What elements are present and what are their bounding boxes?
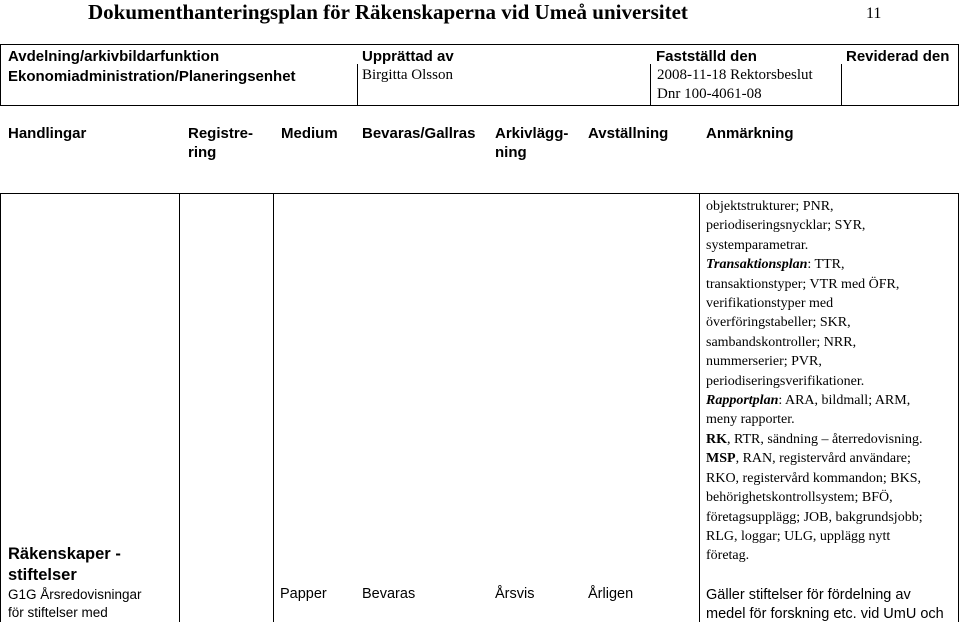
colhead-arkivlaggning: Arkivlägg-ning [495,125,569,161]
note-line: nummerserier; PVR, [706,354,822,370]
row-avstallning: Årligen [588,586,634,602]
title-suffix: för Räkenskaperna vid Umeå universitet [323,0,688,24]
colhead-bevaras-gallras: Bevaras/Gallras [362,125,476,142]
colhead-anmarkning: Anmärkning [706,125,794,142]
meta-bottom-border [0,105,959,106]
row-medium: Papper [280,586,327,602]
section-heading-line2: stiftelser [8,566,77,584]
body-divider-anmarkning [699,193,700,622]
body-divider-handlingar [179,193,180,622]
body-top-border [0,193,959,194]
note-line: transaktionstyper; VTR med ÖFR, [706,276,900,292]
colhead-registrering: Registre-ring [188,125,254,161]
label-prepared-by: Upprättad av [362,48,454,65]
continued-note [706,197,958,566]
note-line: RLG, loggar; ULG, upplägg nytt [706,528,891,544]
meta-divider-3 [841,64,842,105]
meta-left-border [0,44,1,105]
note-line: Rapportplan: ARA, bildmall; ARM, [706,393,911,409]
body-left-border [0,193,1,622]
row-note-line2: medel för forskning etc. vid UmU och [706,606,944,622]
rapportplan-label: Rapportplan [706,393,779,409]
note-line: RK, RTR, sändning – återredovisning. [706,431,923,447]
colhead-avstallning: Avställning [588,125,669,142]
meta-divider-1 [357,64,358,105]
note-line: periodiseringsnycklar; SYR, [706,218,866,234]
meta-divider-2 [650,64,651,105]
row-note [706,586,944,624]
note-line: periodiseringsverifikationer. [706,373,865,389]
rk-label: RK [706,431,727,447]
note-line: behörighetskontrollsystem; BFÖ, [706,490,893,506]
label-revised: Reviderad den [846,48,950,65]
meta-top-border [0,44,959,45]
row-arkivlaggning: Årsvis [495,586,535,602]
note-line: meny rapporter. [706,412,795,428]
note-line: systemparametrar. [706,237,809,253]
value-established-line2: Dnr 100-4061-08 [657,86,762,102]
section-heading-line1: Räkenskaper - [8,545,121,563]
row-handling [8,586,142,622]
value-established-line1: 2008-11-18 Rektorsbeslut [657,67,813,83]
transaktionsplan-label: Transaktionsplan [706,257,808,273]
note-line: RKO, registervård kommandon; BKS, [706,470,922,486]
row-handling-line2: för stiftelser med [8,605,108,620]
row-note-line1: Gäller stiftelser för fördelning av [706,587,911,603]
row-bevaras: Bevaras [362,586,416,602]
note-line: MSP, RAN, registervård användare; [706,451,911,467]
note-line: objektstrukturer; PNR, [706,199,834,214]
title-prefix: Dokumenthanteringsplan [88,0,318,24]
section-heading [8,544,121,586]
page-number: 11 [866,5,882,22]
colhead-handlingar: Handlingar [8,125,87,142]
value-department: Ekonomiadministration/Planeringsenhet [8,68,296,85]
document-title [88,0,688,25]
label-established: Fastställd den [656,48,757,65]
msp-label: MSP [706,451,736,467]
note-line: företagsupplägg; JOB, bakgrundsjobb; [706,509,923,525]
row-handling-line1: G1G Årsredovisningar [8,587,142,602]
note-line: överföringstabeller; SKR, [706,315,851,331]
note-line: sambandskontroller; NRR, [706,334,857,350]
colhead-medium: Medium [281,125,338,142]
note-line: företag. [706,548,750,564]
body-divider-registrering [273,193,274,622]
note-line: Transaktionsplan: TTR, [706,257,845,273]
value-prepared-by: Birgitta Olsson [362,67,453,83]
label-department: Avdelning/arkivbildarfunktion [8,48,220,65]
note-line: verifikationstyper med [706,296,834,312]
